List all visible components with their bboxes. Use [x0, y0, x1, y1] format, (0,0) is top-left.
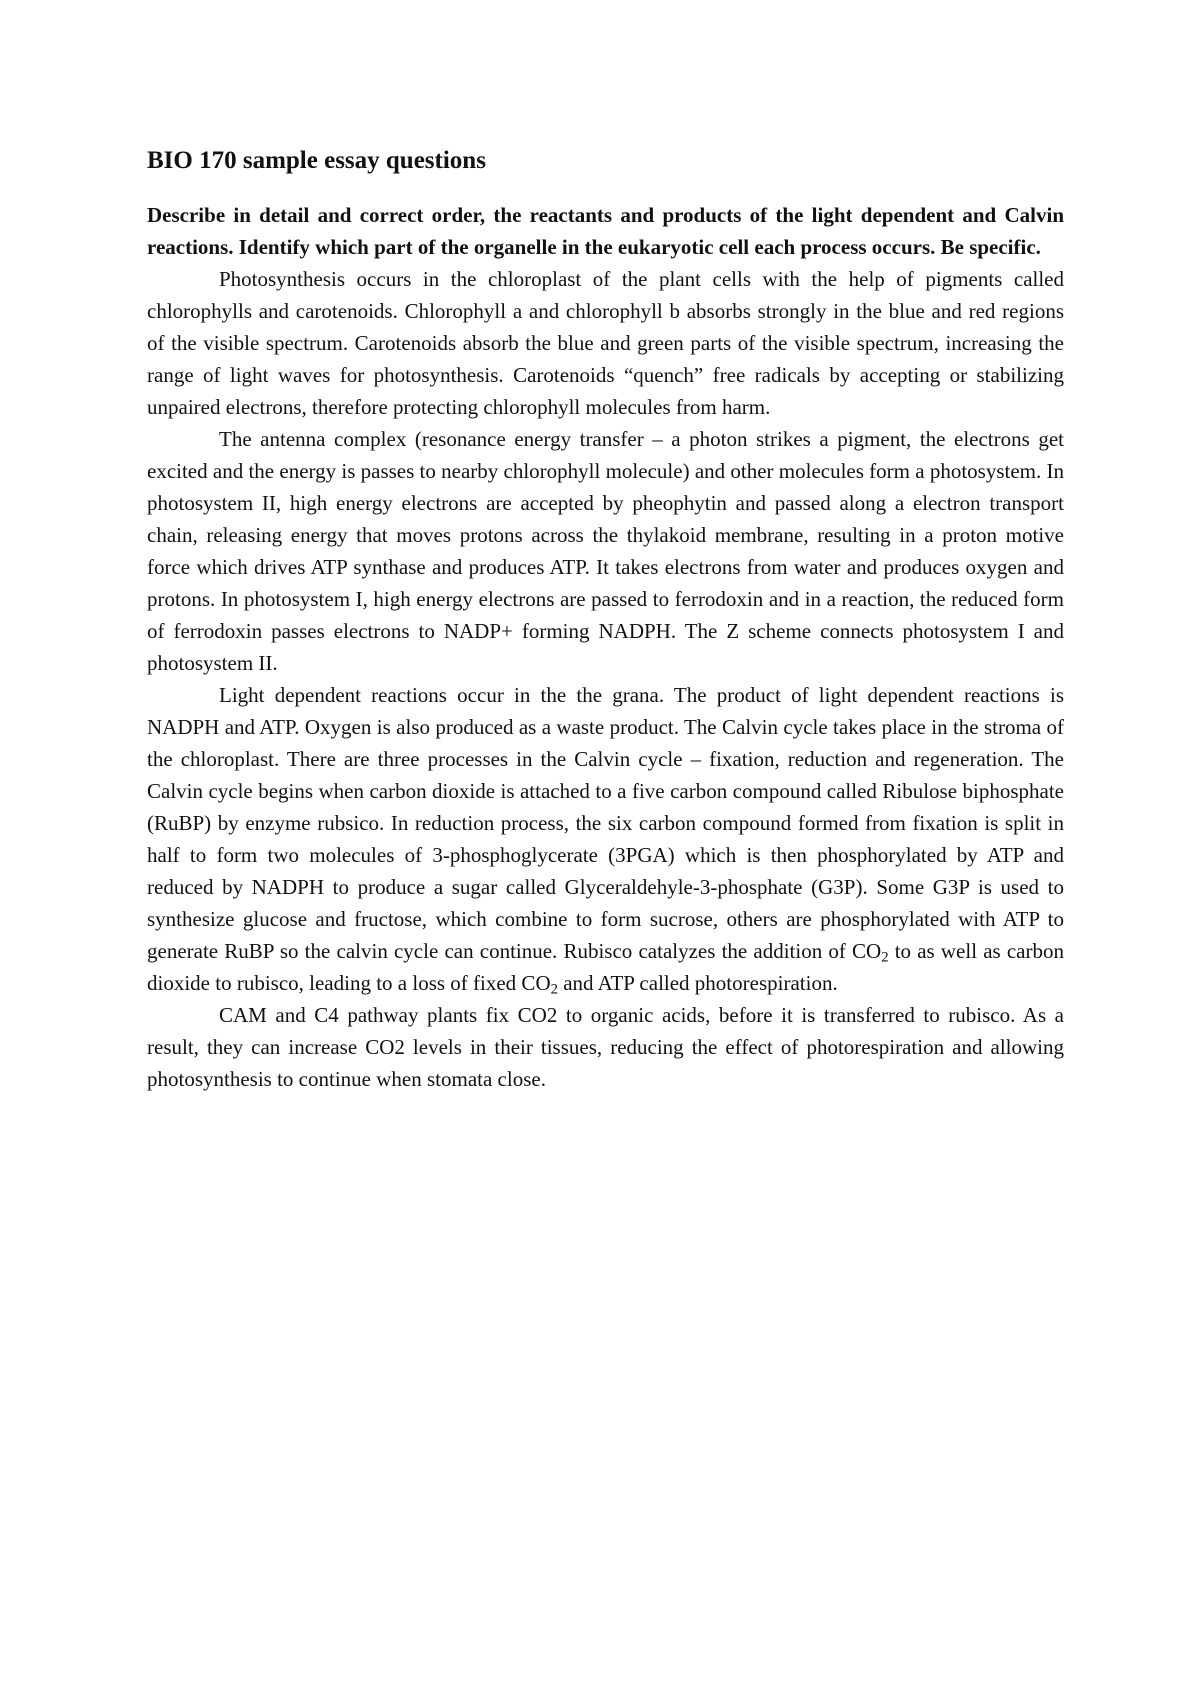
co2-subscript: 2: [881, 949, 889, 966]
document-body: [147, 145, 1064, 1095]
paragraph-photosystems: The antenna complex (resonance energy transfer – a photon strikes a pigment, the electrons get excited and the energy is passes to nearby chlorophyll molecule) and other molecules form a photosystem. In photosystem II, high energy electrons are accepted by pheophytin and passed along a electron transport chain, releasing energy that moves protons across the thylakoid membrane, resulting in a proton motive force which drives ATP synthase and produces ATP. It takes electrons from water and produces oxygen and protons. In photosystem I, high energy electrons are passed to ferrodoxin and in a reaction, the reduced form of ferrodoxin passes electrons to NADP+ forming NADPH. The Z scheme connects photosystem I and photosystem II.: [147, 427, 1064, 675]
essay-question: Describe in detail and correct order, the reactants and products of the light dependent and Calvin reactions. Identify which part of the organelle in the eukaryotic cell each process occurs. Be specific.: [147, 203, 1064, 259]
document-title: BIO 170 sample essay questions: [147, 147, 486, 174]
calvin-text-part-2: to as well as carbon dioxide to rubisco, leading to a loss of fixed CO: [147, 939, 1064, 995]
paragraph-calvin-cycle: [147, 679, 1064, 999]
calvin-text-part-3: and ATP called photorespiration.: [557, 971, 838, 995]
co2-subscript: 2: [550, 981, 558, 998]
paragraph-pigments: Photosynthesis occurs in the chloroplast of the plant cells with the help of pigments called chlorophylls and carotenoids. Chlorophyll a and chlorophyll b absorbs strongly in the blue and red regions of the visible spectrum. Carotenoids absorb the blue and green parts of the visible spectrum, increasing the range of light waves for photosynthesis. Carotenoids “quench” free radicals by accepting or stabilizing unpaired electrons, therefore protecting chlorophyll molecules from harm.: [147, 267, 1064, 419]
paragraph-cam-c4: CAM and C4 pathway plants fix CO2 to organic acids, before it is transferred to rubisco. As a result, they can increase CO2 levels in their tissues, reducing the effect of photorespiration and allowing photosynthesis to continue when stomata close.: [147, 1003, 1064, 1091]
calvin-text-part-1: Light dependent reactions occur in the the grana. The product of light dependent reactions is NADPH and ATP. Oxygen is also produced as a waste product. The Calvin cycle takes place in the stroma of the chloroplast. There are three processes in the Calvin cycle – fixation, reduction and regeneration. The Calvin cycle begins when carbon dioxide is attached to a five carbon compound called Ribulose biphosphate (RuBP) by enzyme rubsico. In reduction process, the six carbon compound formed from fixation is split in half to form two molecules of 3-phosphoglycerate (3PGA) which is then phosphorylated by ATP and reduced by NADPH to produce a sugar called Glyceraldehyle-3-phosphate (G3P). Some G3P is used to synthesize glucose and fructose, which combine to form sucrose, others are phosphorylated with ATP to generate RuBP so the calvin cycle can continue. Rubisco catalyzes the addition of CO: [147, 683, 1064, 963]
